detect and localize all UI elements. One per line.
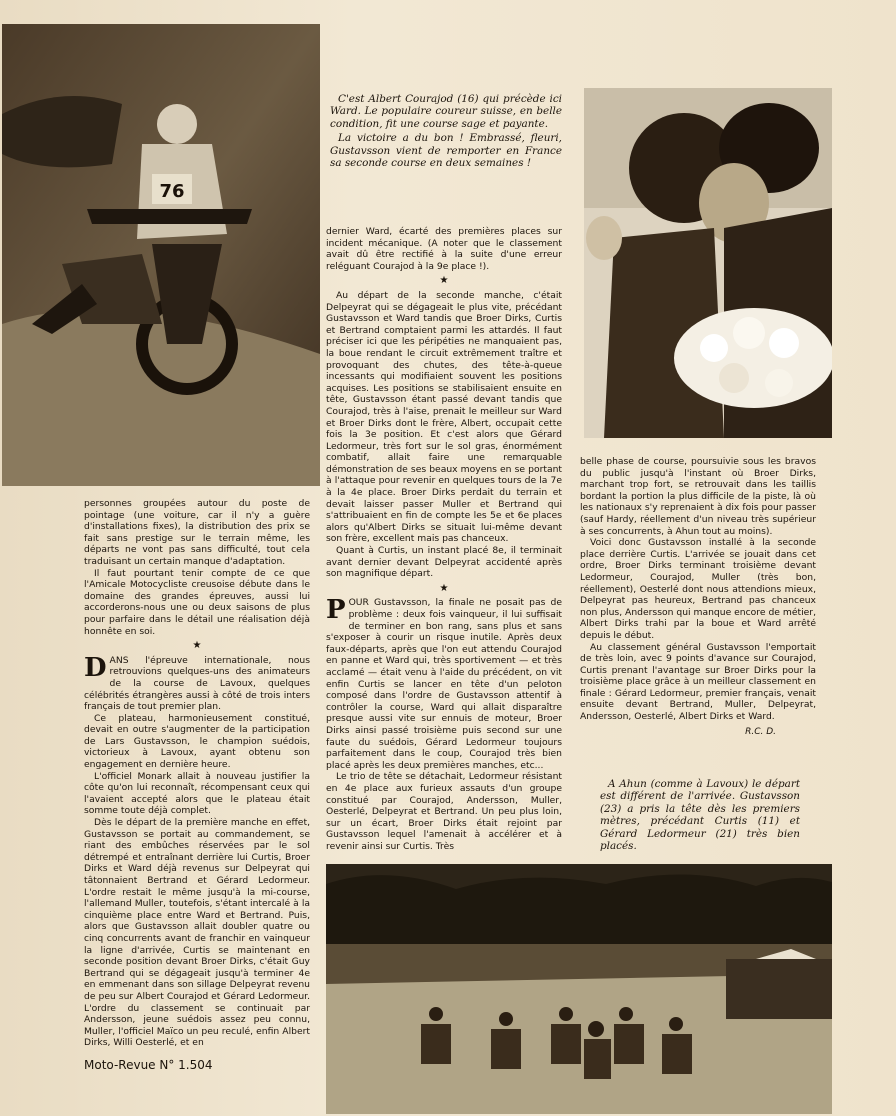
col1-paragraph: DANS l'épreuve internationale, nous retrouvions quelques-uns des animateurs de la course de Lavoux, quelques célébrités étrangères aussi à côté de trois inters français de tout premier plan.	[84, 652, 310, 713]
rider-number: 76	[159, 181, 185, 202]
author-signature: R.C. D.	[745, 726, 776, 737]
col2-paragraph: Quant à Curtis, un instant placé 8e, il terminait avant dernier devant Delpeyrat accidenté après son magnifique départ.	[326, 545, 562, 580]
col2-paragraph: Au départ de la seconde manche, c'était Delpeyrat qui se dégageait le plus vite, précédant Gustavsson et Ward tandis que Broer Dirks, Curtis et Bertrand comptaient parmi les attardés. Il faut préciser ici que les péripéties ne manquaient pas, la boue rendant le circuit extrêmement traître et provoquant des chutes, des tête-à-queue incessants qui modifiaient souvent les positions acquises. Les positions se stabilisaient ensuite en tête, Gustavsson étant passé devant tandis que Courajod, très à l'aise, prenait le meilleur sur Ward et Broer Dirks dont le frère, Albert, occupait cette fois la 3e position. Et c'est alors que Gérard Ledormeur, très fort sur le sol gras, énormément combatif, allait faire une remarquable démonstration de ses beaux moyens en se portant à l'attaque pour revenir en quelques tours de la 7e à la 4e place. Broer Dirks perdait du terrain et devait laisser passer Muller et Bertrand qui s'attribuaient en fin de compte les 5e et 6e places alors qu'Albert Dirks se situait lui-même devant son frère, excellent mais pas chanceux.	[326, 289, 562, 545]
separator-star: ★	[439, 582, 449, 594]
column-1	[84, 498, 310, 1049]
column-2	[326, 226, 562, 852]
col2-paragraph: dernier Ward, écarté des premières places sur incident mécanique. (A noter que le classement avait dû être rectifié à la suite d'une erreur reléguant Courajod à la 9e place !).	[326, 226, 562, 272]
column-3	[580, 456, 816, 738]
caption-ahun: A Ahun (comme à Lavoux) le départ est différent de l'arrivée. Gustavsson (23) a pris la tête dès les premiers mètres, précédant Curtis (11) et Gérard Ledormeur (21) très bien placés.	[600, 778, 800, 853]
col2-paragraph: Le trio de tête se détachait, Ledormeur résistant en 4e place aux furieux assauts d'un groupe constitué par Courajod, Andersson, Muller, Oesterlé, Delpeyrat et Bertrand. Un peu plus loin, sur un écart, Broer Dirks était rejoint par Gustavsson lequel l'amenait à accélérer et à revenir ainsi sur Curtis. Très	[326, 771, 562, 852]
photo-race-start	[326, 864, 832, 1114]
drop-cap: P	[326, 595, 346, 626]
col1-paragraph: Ce plateau, harmonieusement constitué, devait en outre s'augmenter de la participation de Lars Gustavsson, le champion suédois, victorieux à Lavoux, ayant obtenu son engagement en dernière heure.	[84, 712, 310, 771]
race-start-image	[326, 864, 832, 1114]
footer-issue: Moto-Revue N° 1.504	[84, 1058, 213, 1072]
col1-paragraph: L'officiel Monark allait à nouveau justifier la côte qu'on lui reconnaît, récompensant ceux qui l'avaient accepté alors que le plateau était somme toute déjà complet.	[84, 770, 310, 817]
caption-bottom	[600, 778, 800, 854]
col2-paragraph: POUR Gustavsson, la finale ne posait pas de problème : deux fois vainqueur, il lui suffisait de terminer en bon rang, sans plus et sans s'exposer à courir un risque inutile. Après deux faux-départs, après que l'on eut attendu Courajod en panne et Ward qui, très sportivement — et très acclamé — était venu à l'aide du précédent, on vit enfin Curtis se lancer en tête d'un peloton composé dans l'ordre de Gustavsson attentif à contrôler la course, Ward qui allait disparaître presque aussi vite sur ennuis de moteur, Broer Dirks ainsi passé troisième puis second sur une faute du suédois, Gérard Ledormeur toujours parfaitement dans le coup, Courajod très bien placé après les deux premières manches, etc...	[326, 595, 562, 771]
col1-paragraph: personnes groupées autour du poste de pointage (une voiture, car il n'y a guère d'installations fixes), la distribution des prix se fait sans prestige sur le terrain même, les départs ne vont pas sans difficulté, tout cela traduisant un certain manque d'adaptation.	[84, 498, 310, 567]
col3-paragraph: belle phase de course, poursuivie sous les bravos du public jusqu'à l'instant où Broer Dirks, marchant trop fort, se retrouvait dans les taillis bordant la portion la plus difficile de la piste, là où les nationaux s'y reprenaient à dix fois pour passer (sauf Hardy, réellement d'un niveau très supérieur à ses concurrents, à Ahun tout au moins).	[580, 456, 816, 537]
embrace-image	[584, 88, 832, 438]
separator-star: ★	[192, 640, 202, 652]
caption-courajod: C'est Albert Courajod (16) qui précède ici Ward. Le populaire coureur suisse, en belle condition, fit une course sage et payante.	[330, 93, 562, 130]
caption-top	[330, 93, 562, 171]
photo-embrace	[584, 88, 832, 438]
separator-star: ★	[439, 275, 449, 287]
col3-paragraph: Voici donc Gustavsson installé à la seconde place derrière Curtis. L'arrivée se jouait dans cet ordre, Broer Dirks terminant troisième devant Ledormeur, Courajod, Muller (très bon, réellement), Oesterlé dont nous attendions mieux, Delpeyrat pas heureux, Bertrand pas chanceux non plus, Andersson qui manque encore de métier, Albert Dirks trahi par la boue et Ward arrêté depuis le début.	[580, 537, 816, 641]
col1-paragraph: Dès le départ de la première manche en effet, Gustavsson se portait au commandement, se riant des embûches réservées par le sol détrempé et entraînant derrière lui Curtis, Broer Dirks et Ward déjà revenus sur Delpeyrat qui tâtonnaient Bertrand et Gérard Ledormeur. L'ordre restait le même jusqu'à la mi-course, l'allemand Muller, toutefois, s'étant intercalé à la cinquième place entre Ward et Bertrand. Puis, alors que Gustavsson allait doubler quatre ou cinq concurrents avant de franchir en vainqueur la ligne d'arrivée, Curtis se maintenant en seconde position devant Broer Dirks, c'était Guy Bertrand qui se dégageait jusqu'à terminer 4e en emmenant dans son sillage Delpeyrat revenu de peu sur Albert Courajod et Gérard Ledormeur. L'ordre du classement se continuait par Andersson, jeune suédois assez peu connu, Muller, l'officiel Maïco un peu reculé, enfin Albert Dirks, Willi Oesterlé, et en	[84, 817, 310, 1049]
caption-victoire: La victoire a du bon ! Embrassé, fleuri, Gustavsson vient de remporter en France sa seconde course en deux semaines !	[330, 132, 562, 170]
rider-image	[2, 24, 320, 486]
col3-paragraph: Au classement général Gustavsson l'emportait de très loin, avec 9 points d'avance sur Courajod, Curtis prenant l'avantage sur Broer Dirks pour la troisième place grâce à un meilleur classement en finale : Gérard Ledormeur, premier français, venait ensuite devant Bertrand, Muller, Delpeyrat, Andersson, Oesterlé, Albert Dirks et Ward.	[580, 641, 816, 723]
photo-rider	[2, 24, 320, 486]
col1-paragraph: Il faut pourtant tenir compte de ce que l'Amicale Motocycliste creusoise débute dans le domaine des grandes épreuves, aussi lui accorderons-nous une ou deux saisons de plus pour parfaire dans le détail une réalisation déjà honnête en soi.	[84, 567, 310, 637]
drop-cap: D	[84, 652, 107, 683]
